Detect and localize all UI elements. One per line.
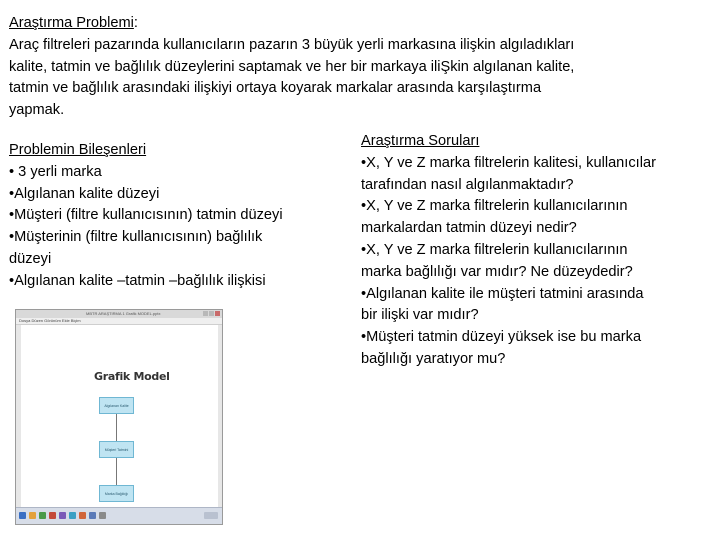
start-icon bbox=[19, 512, 26, 519]
flow-box: Marka Bağlılığı bbox=[99, 485, 134, 502]
question-line: •Algılanan kalite ile müşteri tatmini arasında bbox=[361, 285, 644, 302]
thumbnail-titlebar bbox=[16, 310, 222, 318]
app-icon bbox=[39, 512, 46, 519]
flow-box: Algılanan Kalite bbox=[99, 397, 134, 414]
app-icon bbox=[89, 512, 96, 519]
slide-title: Grafik Model bbox=[94, 370, 170, 383]
question-line: marka bağlılığı var mıdır? Ne düzeydedir? bbox=[361, 263, 633, 280]
components-heading: Problemin Bileşenleri bbox=[9, 142, 147, 158]
problem-heading-line bbox=[9, 13, 709, 35]
question-line: •X, Y ve Z marka filtrelerin kullanıcılarının bbox=[361, 198, 628, 215]
question-line: tarafından nasıl algılanmaktadır? bbox=[361, 176, 574, 193]
maximize-icon bbox=[209, 311, 214, 316]
question-line: bağlılığı yaratıyor mu? bbox=[361, 350, 506, 367]
app-icon bbox=[99, 512, 106, 519]
powerpoint-icon bbox=[79, 512, 86, 519]
app-icon bbox=[49, 512, 56, 519]
question-line: •Müşteri tatmin düzeyi yüksek ise bu marka bbox=[361, 329, 642, 346]
questions-heading: Araştırma Soruları bbox=[361, 133, 480, 149]
close-icon bbox=[215, 311, 220, 316]
thumbnail-menu: Dosya Düzen Görünüm Ekle Biçim bbox=[19, 318, 81, 323]
component-item: düzeyi bbox=[9, 250, 52, 267]
question-line: markalardan tatmin düzeyi nedir? bbox=[361, 220, 577, 237]
flow-box: Müşteri Tatmini bbox=[99, 441, 134, 458]
problem-text-line: kalite, tatmin ve bağlılık düzeylerini saptamak ve her bir markaya iliŞkin algılanan kalite, bbox=[9, 58, 575, 75]
app-icon bbox=[59, 512, 66, 519]
question-line: •X, Y ve Z marka filtrelerin kullanıcılarının bbox=[361, 241, 628, 258]
problem-text-line: yapmak. bbox=[9, 102, 65, 119]
thumbnail-taskbar bbox=[16, 507, 222, 524]
flow-connector bbox=[116, 458, 117, 485]
problem-heading: Araştırma Problemi bbox=[9, 15, 134, 31]
problem-heading-colon: : bbox=[133, 15, 138, 31]
thumbnail-scrollbar bbox=[218, 325, 222, 510]
question-line: •X, Y ve Z marka filtrelerin kalitesi, kullanıcılar bbox=[361, 154, 656, 171]
clock-icon bbox=[204, 512, 218, 519]
folder-icon bbox=[29, 512, 36, 519]
minimize-icon bbox=[203, 311, 208, 316]
components-section bbox=[9, 140, 349, 293]
questions-section bbox=[361, 131, 711, 371]
problem-section bbox=[9, 13, 709, 122]
component-item: • 3 yerli marka bbox=[9, 163, 102, 180]
thumbnail-left-pane bbox=[16, 325, 21, 510]
question-line: bir ilişki var mıdır? bbox=[361, 307, 479, 324]
component-item: •Müşterinin (filtre kullanıcısının) bağlılık bbox=[9, 229, 263, 246]
graphic-model-screenshot bbox=[15, 309, 223, 525]
component-item: •Müşteri (filtre kullanıcısının) tatmin düzeyi bbox=[9, 207, 283, 224]
component-item: •Algılanan kalite –tatmin –bağlılık ilişkisi bbox=[9, 272, 266, 289]
problem-text-line: tatmin ve bağlılık arasındaki ilişkiyi ortaya koyarak markalar arasında karşılaştırma bbox=[9, 80, 542, 97]
component-item: •Algılanan kalite düzeyi bbox=[9, 185, 160, 202]
app-icon bbox=[69, 512, 76, 519]
problem-text-line: Araç filtreleri pazarında kullanıcıların pazarın 3 büyük yerli markasına ilişkin algıladıkları bbox=[9, 36, 575, 53]
thumbnail-window-title: MBTR ARAŞTIRMA 1 Grafik MODEL.pptx bbox=[86, 311, 161, 316]
thumbnail-menubar bbox=[16, 318, 222, 325]
